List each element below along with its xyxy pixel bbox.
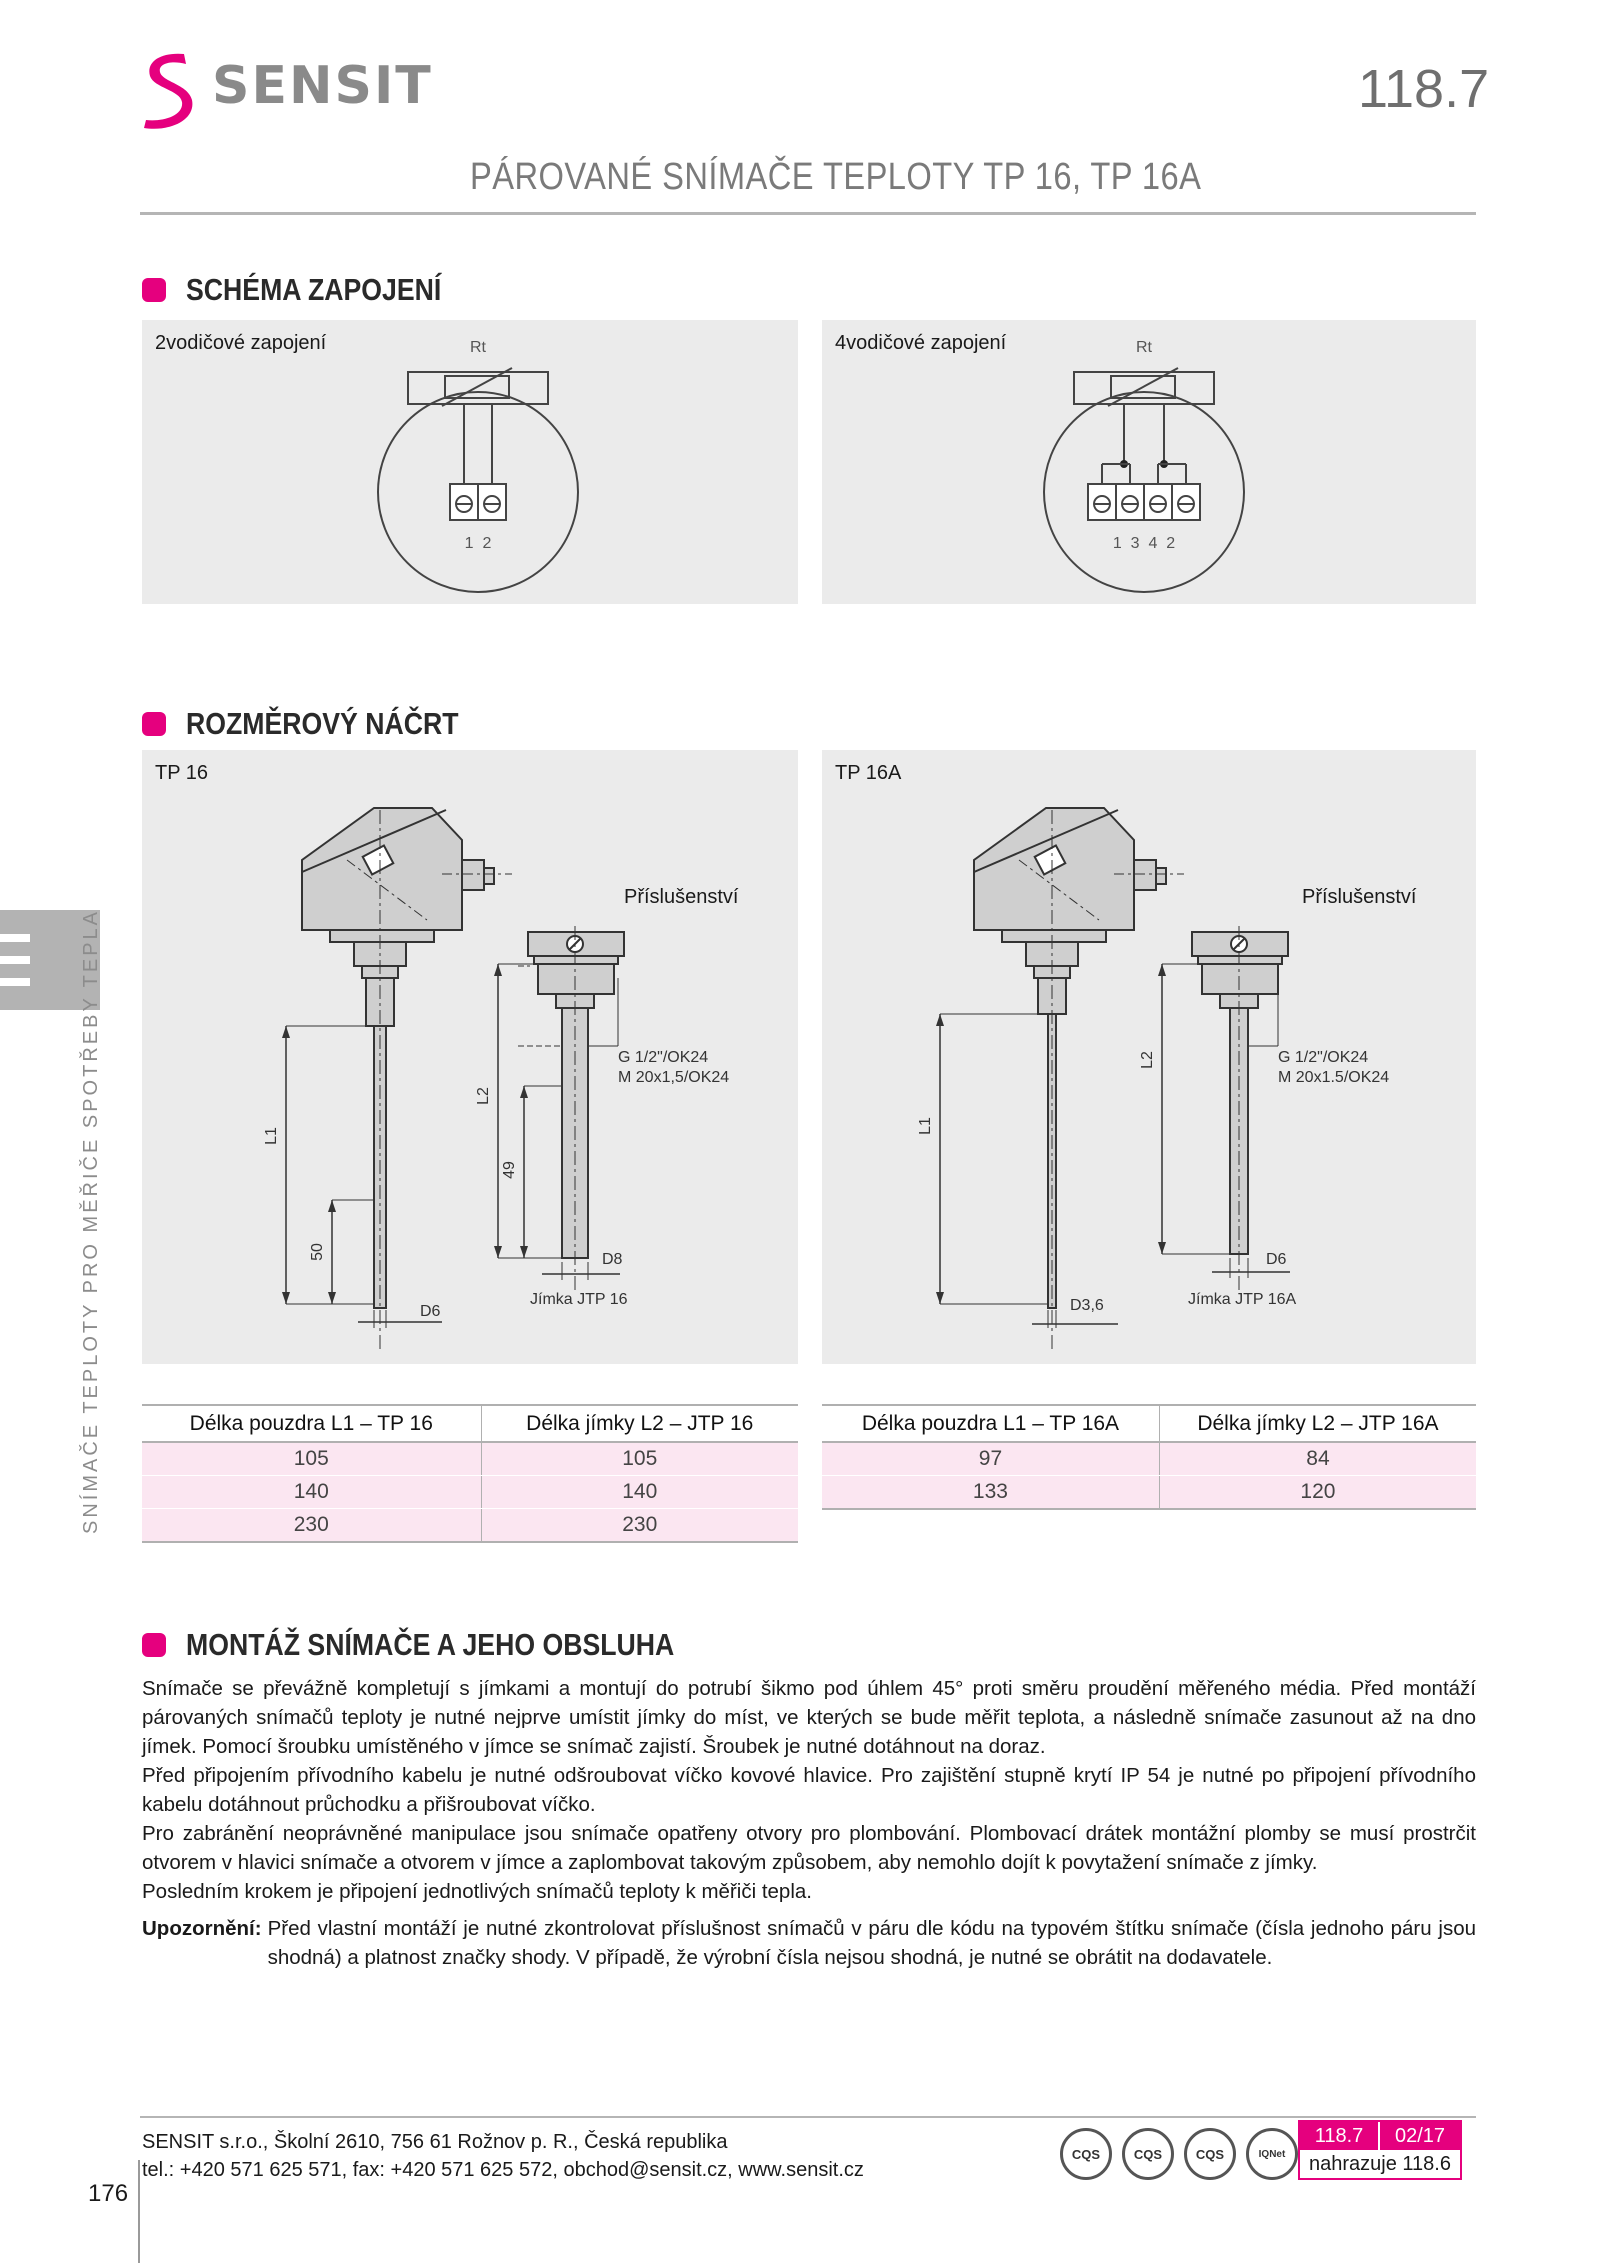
brand-name: SENSIT [212,56,433,116]
d50-label: 50 [309,1243,326,1261]
terminal-numbers: 1 3 4 2 [1112,535,1176,552]
table-cell: 133 [822,1476,1159,1510]
mounting-text [142,1674,1476,1972]
thread1-label: G 1/2"/OK24 [1278,1049,1369,1066]
page-code: 118.7 [1358,59,1490,119]
table-row [142,1509,798,1543]
dimensions-section-heading [142,704,503,744]
warning-note [142,1914,1476,1972]
thread1-label: G 1/2"/OK24 [618,1049,709,1066]
paragraph: Před připojením přívodního kabelu je nutné odšroubovat víčko kovové hlavice. Pro zajištění stupně krytí IP 54 je nutné po připojení přívodního kabelu dotáhnout průchodku a přišroubovat víčko. [142,1764,1476,1816]
tp16a-drawing [822,750,1476,1364]
certification-logos [1060,2128,1298,2180]
section-title: ROZMĚROVÝ NÁČRT [186,706,459,741]
column-header: Délka pouzdra L1 – TP 16A [822,1405,1159,1442]
cqs-cert-icon: CQS [1122,2128,1174,2180]
doc-code: 118.7 [1300,2122,1380,2150]
table-row [822,1442,1476,1476]
paragraph: Posledním krokem je připojení jednotlivých snímačů teploty k měřiči tepla. [142,1880,812,1903]
table-cell: 230 [481,1509,798,1543]
footer-rule [140,2116,1476,2118]
cqs-cert-icon: CQS [1060,2128,1112,2180]
tp16a-drawing-panel [822,750,1476,1364]
contact-line: tel.: +420 571 625 571, fax: +420 571 625 572, obchod@sensit.cz, www.sensit.cz [142,2159,864,2181]
table-row [142,1442,798,1476]
replaces-note: nahrazuje 118.6 [1300,2150,1460,2178]
document-code-box [1298,2120,1462,2180]
logo [140,50,433,130]
menu-lines-icon [0,934,30,986]
rt-label: Rt [470,339,486,356]
table-row [142,1476,798,1509]
document-title: PÁROVANÉ SNÍMAČE TEPLOTY TP 16, TP 16A [470,156,1202,198]
warning-label: Upozornění: [142,1917,262,1940]
tp16-drawing-panel [142,750,798,1364]
section-title: MONTÁŽ SNÍMAČE A JEHO OBSLUHA [186,1627,675,1662]
column-header: Délka pouzdra L1 – TP 16 [142,1405,481,1442]
mounting-section-heading [142,1625,754,1665]
column-header: Délka jímky L2 – JTP 16 [481,1405,798,1442]
panel-label: 2vodičové zapojení [155,332,327,354]
section-bullet-icon [142,712,166,736]
table-cell: 97 [822,1442,1159,1476]
table-cell: 105 [481,1442,798,1476]
table-cell: 120 [1159,1476,1476,1510]
thread2-label: M 20x1.5/OK24 [1278,1069,1390,1086]
accessory-label: Příslušenství [1302,886,1417,908]
panel-label: TP 16 [155,762,208,784]
d36-label: D3,6 [1070,1297,1104,1314]
doc-date: 02/17 [1380,2122,1460,2150]
company-address [142,2128,864,2184]
tp16a-length-table [822,1404,1476,1510]
column-header: Délka jímky L2 – JTP 16A [1159,1405,1476,1442]
table-cell: 105 [142,1442,481,1476]
tp16-length-table [142,1404,798,1543]
table-cell: 230 [142,1509,481,1543]
d49-label: 49 [501,1161,518,1179]
iqnet-cert-icon: IQNet [1246,2128,1298,2180]
section-title: SCHÉMA ZAPOJENÍ [186,272,442,307]
paragraph: Pro zabránění neoprávněné manipulace jsou snímače opatřeny otvory pro plombování. Plombovací drátek montážní plomby se musí prostrčit otvorem v hlavici snímače a otvorem v jímce a zaplombovat takovým způsobem, aby nemohlo dojít k povytažení snímače z jímky. [142,1822,1476,1874]
wiring-section-heading [142,270,483,310]
cqs-cert-icon: CQS [1184,2128,1236,2180]
table-cell: 140 [142,1476,481,1509]
d6-label: D6 [420,1303,441,1320]
paragraph: Snímače se převážně kompletují s jímkami a montují do potrubí šikmo pod úhlem 45° proti směru proudění měřeného média. Před montáží párovaných snímačů teploty je nutné nejprve umístit jímky do míst, ve kterých se bude měřit teplota, a následně snímače zasunout až na dno jímek. Pomocí šroubku umístěného v jímce se snímač zajistí. Šroubek je nutné dotáhnout na doraz. [142,1677,1476,1758]
thread2-label: M 20x1,5/OK24 [618,1069,730,1086]
tp16-drawing [142,750,798,1364]
terminal-numbers: 1 2 [464,535,492,552]
section-bullet-icon [142,278,166,302]
panel-label: TP 16A [835,762,902,784]
d8-label: D8 [602,1251,623,1268]
wiring-2wire-diagram [142,320,798,604]
page-number: 176 [88,2180,129,2207]
sensit-logo-icon [140,50,200,130]
wiring-2wire-panel [142,320,798,604]
table-cell: 140 [481,1476,798,1509]
table-cell: 84 [1159,1442,1476,1476]
panel-label: 4vodičové zapojení [835,332,1007,354]
table-row [822,1476,1476,1510]
l2-label: L2 [475,1087,492,1105]
l1-label: L1 [263,1127,280,1145]
wiring-4wire-panel [822,320,1476,604]
accessory-label: Příslušenství [624,886,739,908]
rt-label: Rt [1136,339,1152,356]
page-number-rule [138,2160,140,2263]
sidebar-category-text: SNÍMAČE TEPLOTY PRO MĚŘIČE SPOTŘEBY TEPLA [80,909,102,1534]
l1-label: L1 [917,1117,934,1135]
wiring-4wire-diagram [822,320,1476,604]
d6-label: D6 [1266,1251,1287,1268]
well-label: Jímka JTP 16A [1188,1291,1297,1308]
address-line: SENSIT s.r.o., Školní 2610, 756 61 Rožnov p. R., Česká republika [142,2131,728,2153]
header-rule [140,212,1476,215]
well-label: Jímka JTP 16 [530,1291,628,1308]
l2-label: L2 [1139,1051,1156,1069]
warning-text: Před vlastní montáží je nutné zkontrolovat příslušnost snímačů v páru dle kódu na typovém štítku snímače (čísla jednoho páru jsou shodná) a platnost značky shody. V případě, že výrobní čísla nejsou shodná, je nutné se obrátit na dodavatele. [267,1917,1476,1969]
section-bullet-icon [142,1633,166,1657]
